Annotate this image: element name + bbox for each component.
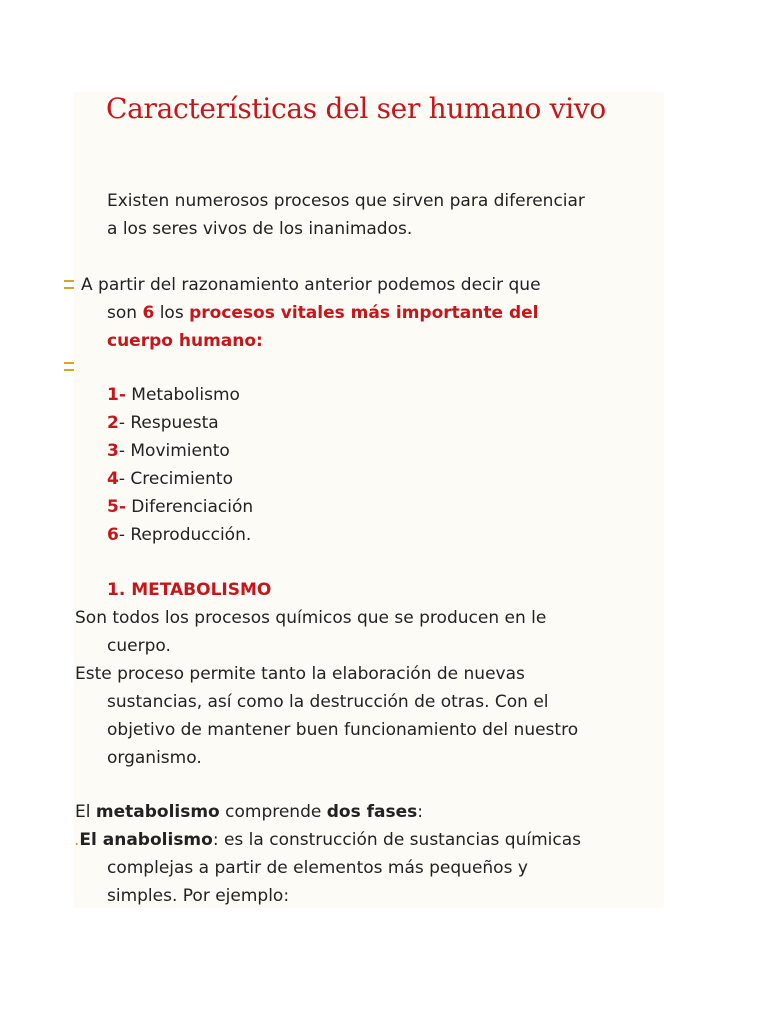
page-title: Características del ser humano vivo xyxy=(106,92,606,125)
highlight-text-2: cuerpo humano: xyxy=(107,331,263,351)
process-number: 2 xyxy=(107,413,119,433)
reasoning-line-1: A partir del razonamiento anterior podemos decir que xyxy=(81,275,541,295)
process-item xyxy=(107,521,251,549)
reasoning-line-2 xyxy=(107,299,538,327)
bullet-dot-icon: . xyxy=(74,830,80,850)
anabolismo-bold: El anabolismo xyxy=(79,830,213,850)
paragraph-line: simples. Por ejemplo: xyxy=(107,886,290,906)
process-item xyxy=(107,465,233,493)
metabolismo-bold: metabolismo xyxy=(95,802,220,822)
process-label: - Crecimiento xyxy=(118,469,233,489)
process-number: 1- xyxy=(107,385,126,405)
los-text: los xyxy=(159,303,184,323)
paragraph-line: organismo. xyxy=(107,748,202,768)
process-item xyxy=(107,409,219,437)
comprende-text: comprende xyxy=(219,802,327,822)
paragraph-line: objetivo de mantener buen funcionamiento del nuestro xyxy=(107,720,579,740)
paragraph-line: complejas a partir de elementos más pequeños y xyxy=(107,858,528,878)
process-item xyxy=(107,437,230,465)
process-label: - Movimiento xyxy=(118,441,230,461)
process-number: 5- xyxy=(107,497,126,517)
process-number: 3 xyxy=(107,441,119,461)
anabolismo-line xyxy=(74,826,581,854)
process-label: Metabolismo xyxy=(125,385,240,405)
bullet-marker-icon xyxy=(64,280,74,289)
paragraph-line: cuerpo. xyxy=(107,636,171,656)
number-six: 6 xyxy=(142,303,155,323)
process-label: - Respuesta xyxy=(118,413,219,433)
phases-line xyxy=(75,798,423,826)
el-text: El xyxy=(75,802,96,822)
process-number: 4 xyxy=(107,469,119,489)
highlight-text-1: procesos vitales más importante del xyxy=(189,303,539,323)
anabolismo-text: : es la construcción de sustancias químicas xyxy=(212,830,581,850)
colon-text: : xyxy=(417,802,424,822)
dos-fases-bold: dos fases xyxy=(326,802,418,822)
intro-line-2: a los seres vivos de los inanimados. xyxy=(107,219,413,239)
intro-line-1: Existen numerosos procesos que sirven para diferenciar xyxy=(107,191,585,211)
paragraph-line: sustancias, así como la destrucción de otras. Con el xyxy=(107,692,549,712)
paragraph-line: Este proceso permite tanto la elaboración de nuevas xyxy=(75,664,525,684)
section-heading: 1. METABOLISMO xyxy=(107,580,272,600)
paragraph-line: Son todos los procesos químicos que se producen en le xyxy=(75,608,547,628)
bullet-marker-icon xyxy=(64,362,74,371)
process-number: 6 xyxy=(107,525,119,545)
process-item xyxy=(107,381,240,409)
process-label: Diferenciación xyxy=(125,497,254,517)
son-text: son xyxy=(107,303,138,323)
process-item xyxy=(107,493,253,521)
process-label: - Reproducción. xyxy=(118,525,252,545)
